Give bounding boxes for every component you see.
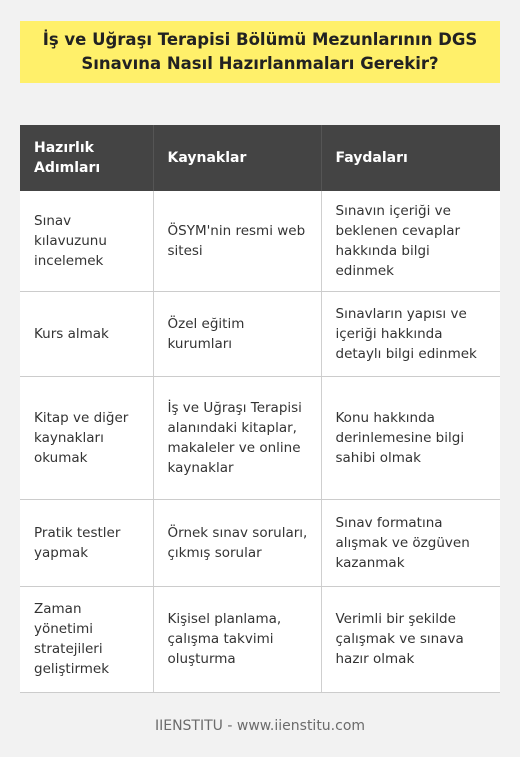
- cell-resource: Örnek sınav soruları, çıkmış sorular: [153, 499, 321, 586]
- header-benefits: Faydaları: [321, 125, 500, 191]
- page-title-banner: [20, 21, 500, 83]
- table-header-row: [20, 125, 500, 191]
- cell-benefit: Verimli bir şekilde çalışmak ve sınava hazır olmak: [321, 586, 500, 692]
- header-resources: Kaynaklar: [153, 125, 321, 191]
- cell-benefit: Sınav formatına alışmak ve özgüven kazanmak: [321, 499, 500, 586]
- table-row: [20, 191, 500, 291]
- cell-step: Zaman yönetimi stratejileri geliştirmek: [20, 586, 153, 692]
- cell-resource: ÖSYM'nin resmi web sitesi: [153, 191, 321, 291]
- table-row: [20, 586, 500, 692]
- cell-benefit: Konu hakkında derinlemesine bilgi sahibi olmak: [321, 376, 500, 499]
- cell-step: Kurs almak: [20, 291, 153, 376]
- table-row: [20, 291, 500, 376]
- cell-resource: Kişisel planlama, çalışma takvimi oluşturma: [153, 586, 321, 692]
- cell-resource: İş ve Uğraşı Terapisi alanındaki kitaplar, makaleler ve online kaynaklar: [153, 376, 321, 499]
- cell-benefit: Sınavın içeriği ve beklenen cevaplar hakkında bilgi edinmek: [321, 191, 500, 291]
- table-row: [20, 499, 500, 586]
- header-steps: Hazırlık Adımları: [20, 125, 153, 191]
- table-row: [20, 376, 500, 499]
- cell-step: Kitap ve diğer kaynakları okumak: [20, 376, 153, 499]
- page-title: İş ve Uğraşı Terapisi Bölümü Mezunlarının DGS Sınavına Nasıl Hazırlanmaları Gerekir?: [42, 30, 478, 73]
- cell-step: Pratik testler yapmak: [20, 499, 153, 586]
- cell-benefit: Sınavların yapısı ve içeriği hakkında detaylı bilgi edinmek: [321, 291, 500, 376]
- footer-credit: IIENSTITU - www.iienstitu.com: [154, 718, 366, 734]
- preparation-table: [20, 125, 500, 693]
- cell-step: Sınav kılavuzunu incelemek: [20, 191, 153, 291]
- cell-resource: Özel eğitim kurumları: [153, 291, 321, 376]
